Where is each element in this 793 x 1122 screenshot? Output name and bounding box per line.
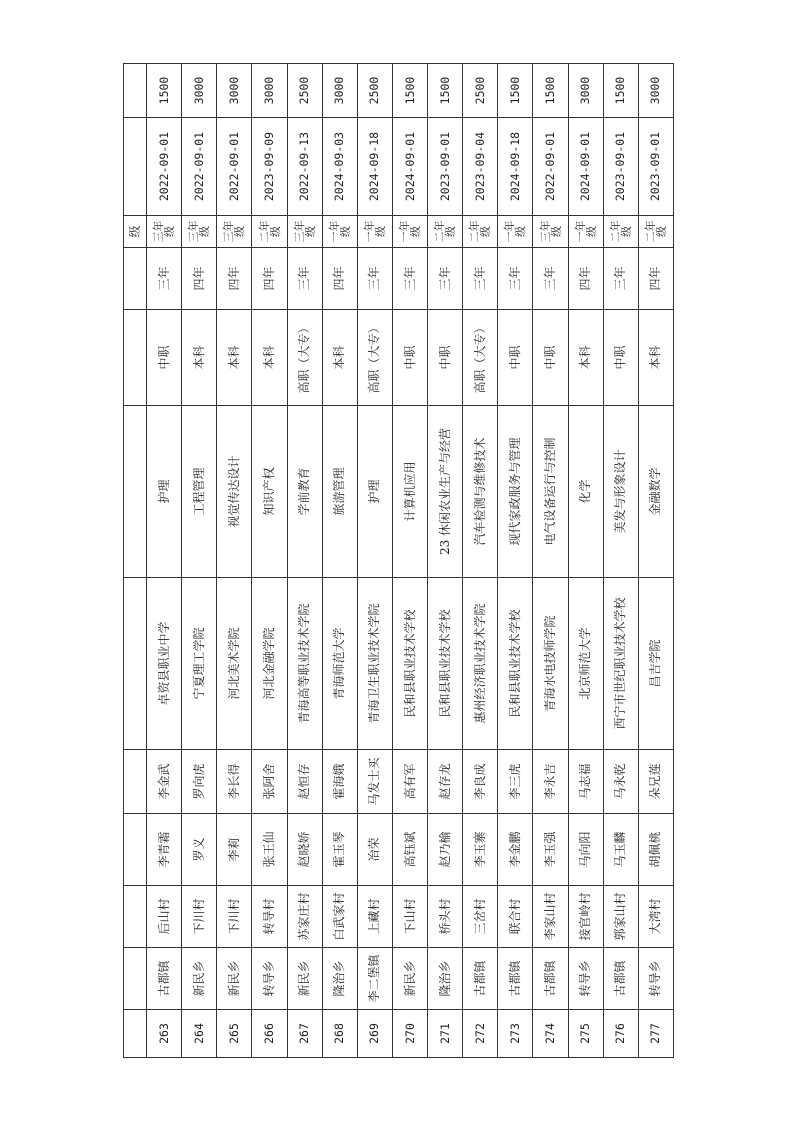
guardian-name-cell: 朵兄莲 [638,750,673,814]
duration-cell: 三年 [463,248,498,310]
grade-cell: 二年级 [428,216,463,248]
major-cell: 计算机应用 [392,406,427,578]
amount-cell: 3000 [638,64,673,118]
row-number: 267 [287,1010,322,1058]
major-cell: 金融数学 [638,406,673,578]
village-cell: 转导村 [252,886,287,948]
duration-cell: 三年 [533,248,568,310]
town-cell: 古都镇 [463,948,498,1010]
grade-cell: 一年级 [568,216,603,248]
student-name-cell: 张王仙 [252,814,287,886]
town-cell: 隆治乡 [428,948,463,1010]
student-name-cell: 赵晓娇 [287,814,322,886]
guardian-name-cell: 霍海娥 [322,750,357,814]
header-cell [124,118,147,216]
school-cell: 河北金融学院 [252,578,287,750]
school-cell: 河北美术学院 [217,578,252,750]
enroll-date-cell: 2024-09-01 [392,118,427,216]
enroll-date-cell: 2024-09-18 [498,118,533,216]
level-cell: 中职 [428,310,463,406]
major-cell: 电气设备运行与控制 [533,406,568,578]
level-cell: 高职（大专） [463,310,498,406]
grade-cell: 三年级 [147,216,182,248]
duration-cell: 四年 [568,248,603,310]
enroll-date-cell: 2023-09-04 [463,118,498,216]
major-cell: 汽车检测与维修技术 [463,406,498,578]
guardian-name-cell: 罗向虎 [182,750,217,814]
major-cell: 旅游管理 [322,406,357,578]
duration-cell: 三年 [428,248,463,310]
enroll-date-cell: 2023-09-01 [603,118,638,216]
table-row [638,64,673,1058]
grade-cell: 三年级 [217,216,252,248]
header-cell [124,248,147,310]
enroll-date-cell: 2023-09-01 [428,118,463,216]
major-cell: 知识产权 [252,406,287,578]
student-name-cell: 赵乃榆 [428,814,463,886]
header-cell [124,948,147,1010]
table-row [498,64,533,1058]
town-cell: 新民乡 [182,948,217,1010]
school-cell: 民和县职业技术学校 [428,578,463,750]
guardian-name-cell: 李永吉 [533,750,568,814]
school-cell: 西宁市世纪职业技术学校 [603,578,638,750]
student-name-cell: 马玉麟 [603,814,638,886]
table-row [217,64,252,1058]
student-name-cell: 李金鹏 [498,814,533,886]
enroll-date-cell: 2023-09-09 [252,118,287,216]
town-cell: 新民乡 [287,948,322,1010]
town-cell: 转导乡 [638,948,673,1010]
village-cell: 下川村 [217,886,252,948]
level-cell: 本科 [217,310,252,406]
guardian-name-cell: 李金武 [147,750,182,814]
guardian-name-cell: 李三虎 [498,750,533,814]
guardian-name-cell: 李长得 [217,750,252,814]
table-row [287,64,322,1058]
village-cell: 大湾村 [638,886,673,948]
header-cell [124,1010,147,1058]
student-name-cell: 胡佩桃 [638,814,673,886]
student-name-cell: 李青霜 [147,814,182,886]
amount-cell: 3000 [322,64,357,118]
village-cell: 白武家村 [322,886,357,948]
table-row [463,64,498,1058]
grade-cell: 二年级 [463,216,498,248]
table-row [428,64,463,1058]
guardian-name-cell: 赵恒存 [287,750,322,814]
school-cell: 青海卫生职业技术学院 [357,578,392,750]
guardian-name-cell: 赵存龙 [428,750,463,814]
village-cell: 上藏村 [357,886,392,948]
enroll-date-cell: 2022-09-13 [287,118,322,216]
header-cell [124,750,147,814]
amount-cell: 1500 [498,64,533,118]
school-cell: 青海水电技师学院 [533,578,568,750]
table-row [252,64,287,1058]
town-cell: 隆治乡 [322,948,357,1010]
enroll-date-cell: 2022-09-01 [182,118,217,216]
row-number: 270 [392,1010,427,1058]
student-name-cell: 李玉强 [533,814,568,886]
grade-cell: 一年级 [357,216,392,248]
row-number: 271 [428,1010,463,1058]
school-cell: 惠州经济职业技术学院 [463,578,498,750]
subsidy-table [123,63,674,1058]
grade-cell: 一年级 [392,216,427,248]
row-number: 277 [638,1010,673,1058]
level-cell: 中职 [392,310,427,406]
grade-cell: 二年级 [603,216,638,248]
amount-cell: 2500 [463,64,498,118]
duration-cell: 四年 [638,248,673,310]
header-cell [124,886,147,948]
amount-cell: 1500 [533,64,568,118]
guardian-name-cell: 马志福 [568,750,603,814]
guardian-name-cell: 马发士买 [357,750,392,814]
grade-cell: 一年级 [498,216,533,248]
town-cell: 古都镇 [533,948,568,1010]
header-grade-cell: 级 [124,216,147,248]
town-cell: 古都镇 [498,948,533,1010]
enroll-date-cell: 2022-09-01 [147,118,182,216]
header-cell [124,578,147,750]
grade-cell: 二年级 [252,216,287,248]
row-number: 266 [252,1010,287,1058]
student-name-cell: 冶荣 [357,814,392,886]
enroll-date-cell: 2022-09-01 [217,118,252,216]
row-number: 273 [498,1010,533,1058]
table-row [182,64,217,1058]
grade-cell: 三年级 [182,216,217,248]
guardian-name-cell: 李良成 [463,750,498,814]
amount-cell: 1500 [147,64,182,118]
student-name-cell: 马向阳 [568,814,603,886]
enroll-date-cell: 2022-09-01 [533,118,568,216]
town-cell: 新民乡 [392,948,427,1010]
table-row [568,64,603,1058]
level-cell: 高职（大专） [357,310,392,406]
duration-cell: 三年 [498,248,533,310]
row-number: 275 [568,1010,603,1058]
guardian-name-cell: 马永乾 [603,750,638,814]
table-row [603,64,638,1058]
grade-cell: 一年级 [322,216,357,248]
town-cell: 李二堡镇 [357,948,392,1010]
header-cell [124,64,147,118]
town-cell: 转导乡 [252,948,287,1010]
major-cell: 美发与形象设计 [603,406,638,578]
town-cell: 新民乡 [217,948,252,1010]
level-cell: 中职 [498,310,533,406]
row-number: 264 [182,1010,217,1058]
town-cell: 古都镇 [147,948,182,1010]
header-cell [124,814,147,886]
amount-cell: 3000 [252,64,287,118]
table-row [392,64,427,1058]
guardian-name-cell: 高有军 [392,750,427,814]
major-cell: 视觉传达设计 [217,406,252,578]
school-cell: 青海师范大学 [322,578,357,750]
duration-cell: 三年 [603,248,638,310]
town-cell: 转导乡 [568,948,603,1010]
major-cell: 学前教育 [287,406,322,578]
duration-cell: 四年 [182,248,217,310]
town-cell: 古都镇 [603,948,638,1010]
level-cell: 本科 [252,310,287,406]
header-cell [124,310,147,406]
duration-cell: 三年 [392,248,427,310]
row-number: 268 [322,1010,357,1058]
student-name-cell: 高钰斌 [392,814,427,886]
row-number: 263 [147,1010,182,1058]
table-row [147,64,182,1058]
duration-cell: 三年 [287,248,322,310]
row-number: 276 [603,1010,638,1058]
village-cell: 三岔村 [463,886,498,948]
table-row [533,64,568,1058]
duration-cell: 三年 [357,248,392,310]
village-cell: 联合村 [498,886,533,948]
row-number: 272 [463,1010,498,1058]
student-name-cell: 李玉寨 [463,814,498,886]
amount-cell: 1500 [392,64,427,118]
major-cell: 23 休闲农业生产与经营 [428,406,463,578]
duration-cell: 三年 [147,248,182,310]
amount-cell: 3000 [217,64,252,118]
amount-cell: 3000 [182,64,217,118]
table-header-row [124,64,147,1058]
school-cell: 昌吉学院 [638,578,673,750]
village-cell: 后山村 [147,886,182,948]
village-cell: 接官岭村 [568,886,603,948]
level-cell: 中职 [603,310,638,406]
guardian-name-cell: 张阿舍 [252,750,287,814]
village-cell: 苏家庄村 [287,886,322,948]
level-cell: 高职（大专） [287,310,322,406]
major-cell: 现代家政服务与管理 [498,406,533,578]
amount-cell: 1500 [603,64,638,118]
level-cell: 本科 [568,310,603,406]
level-cell: 中职 [147,310,182,406]
duration-cell: 四年 [322,248,357,310]
grade-cell: 三年级 [533,216,568,248]
row-number: 274 [533,1010,568,1058]
enroll-date-cell: 2024-09-03 [322,118,357,216]
village-cell: 下川村 [182,886,217,948]
level-cell: 本科 [182,310,217,406]
major-cell: 化学 [568,406,603,578]
major-cell: 护理 [357,406,392,578]
major-cell: 工程管理 [182,406,217,578]
enroll-date-cell: 2024-09-01 [568,118,603,216]
row-number: 269 [357,1010,392,1058]
grade-cell: 二年级 [638,216,673,248]
subsidy-table-rotated [123,64,674,1058]
school-cell: 宁夏理工学院 [182,578,217,750]
enroll-date-cell: 2024-09-18 [357,118,392,216]
major-cell: 护理 [147,406,182,578]
school-cell: 民和县职业技术学校 [498,578,533,750]
amount-cell: 3000 [568,64,603,118]
row-number: 265 [217,1010,252,1058]
village-cell: 郭家山村 [603,886,638,948]
duration-cell: 四年 [217,248,252,310]
amount-cell: 1500 [428,64,463,118]
amount-cell: 2500 [287,64,322,118]
village-cell: 桥头村 [428,886,463,948]
school-cell: 卓资县职业中学 [147,578,182,750]
grade-cell: 三年级 [287,216,322,248]
table-row [322,64,357,1058]
school-cell: 青海高等职业技术学院 [287,578,322,750]
amount-cell: 2500 [357,64,392,118]
duration-cell: 四年 [252,248,287,310]
student-name-cell: 罗义 [182,814,217,886]
student-name-cell: 李莉 [217,814,252,886]
student-name-cell: 霍玉琴 [322,814,357,886]
village-cell: 李家山村 [533,886,568,948]
level-cell: 本科 [638,310,673,406]
school-cell: 民和县职业技术学校 [392,578,427,750]
village-cell: 下山村 [392,886,427,948]
level-cell: 本科 [322,310,357,406]
header-cell [124,406,147,578]
table-row [357,64,392,1058]
school-cell: 北京师范大学 [568,578,603,750]
level-cell: 中职 [533,310,568,406]
enroll-date-cell: 2023-09-01 [638,118,673,216]
